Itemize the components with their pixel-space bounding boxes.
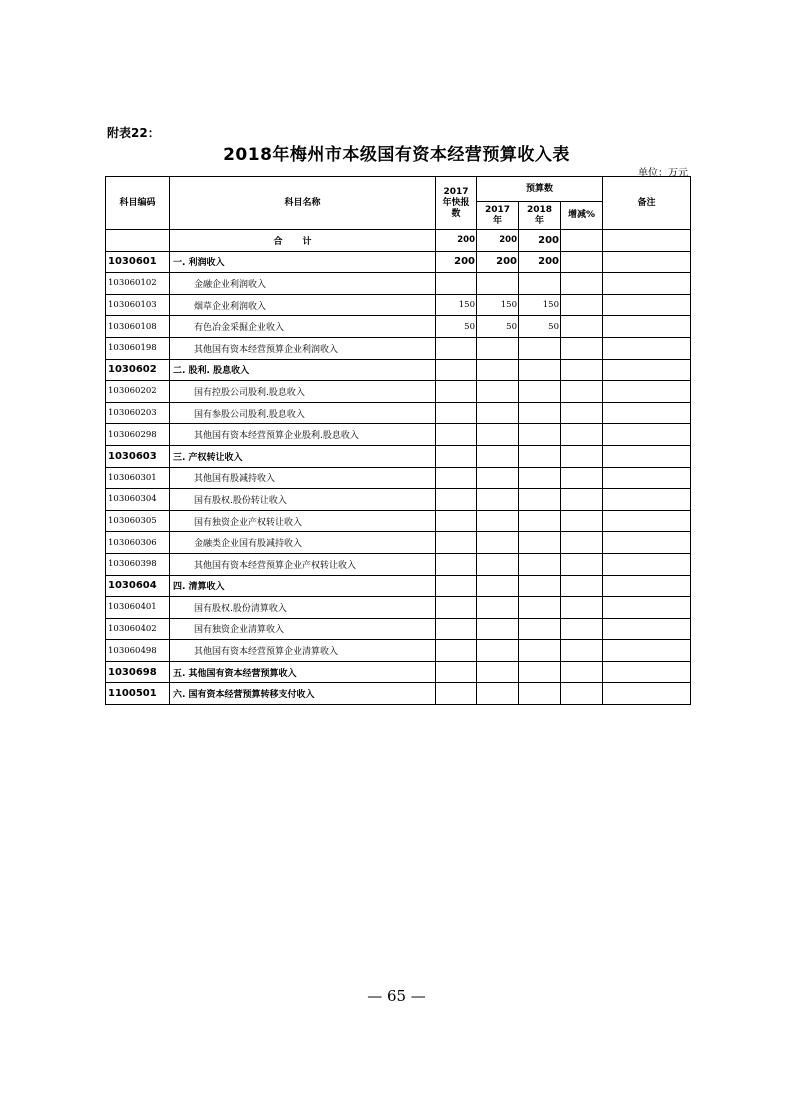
header-budget-2018-line1: 2018 <box>526 204 553 215</box>
total-budget-2018: 200 <box>519 230 561 252</box>
total-change <box>561 230 603 252</box>
row-remarks <box>603 640 691 662</box>
row-code: 103060304 <box>106 489 170 511</box>
row-code: 1100501 <box>106 683 170 705</box>
page-number: — 65 — <box>367 987 426 1005</box>
row-name: 其他国有资本经营预算企业股利.股息收入 <box>170 424 436 446</box>
header-budget-2017 <box>477 202 519 230</box>
row-remarks <box>603 337 691 359</box>
row-budget-2018 <box>519 661 561 683</box>
header-budget-2017-line2: 年 <box>492 215 502 226</box>
row-name: 其他国有资本经营预算企业利润收入 <box>170 337 436 359</box>
table-row <box>106 445 691 467</box>
row-change <box>561 575 603 597</box>
row-change <box>561 467 603 489</box>
row-change <box>561 618 603 640</box>
header-budget-2018-line2: 年 <box>534 215 544 226</box>
total-label: 合计 <box>170 230 436 252</box>
row-remarks <box>603 251 691 273</box>
row-code: 103060203 <box>106 402 170 424</box>
row-change <box>561 381 603 403</box>
row-remarks <box>603 510 691 532</box>
row-actual: 150 <box>436 294 477 316</box>
row-budget-2018 <box>519 510 561 532</box>
row-actual <box>436 532 477 554</box>
total-code-cell <box>106 230 170 252</box>
row-remarks <box>603 532 691 554</box>
row-actual <box>436 661 477 683</box>
row-budget-2018 <box>519 381 561 403</box>
header-remarks: 备注 <box>603 177 691 230</box>
table-row <box>106 359 691 381</box>
row-remarks <box>603 316 691 338</box>
row-budget-2017 <box>477 618 519 640</box>
row-budget-2017 <box>477 359 519 381</box>
row-actual <box>436 575 477 597</box>
row-remarks <box>603 381 691 403</box>
row-actual <box>436 618 477 640</box>
row-name: 国有独资企业清算收入 <box>170 618 436 640</box>
row-budget-2017 <box>477 445 519 467</box>
row-change <box>561 597 603 619</box>
row-budget-2017 <box>477 553 519 575</box>
row-budget-2017 <box>477 402 519 424</box>
row-budget-2018 <box>519 640 561 662</box>
row-code: 1030602 <box>106 359 170 381</box>
total-remarks <box>603 230 691 252</box>
revenue-table <box>105 176 691 705</box>
table-row <box>106 553 691 575</box>
row-change <box>561 337 603 359</box>
row-change <box>561 445 603 467</box>
row-name: 烟草企业利润收入 <box>170 294 436 316</box>
row-actual <box>436 510 477 532</box>
row-change <box>561 640 603 662</box>
row-actual <box>436 640 477 662</box>
row-change <box>561 251 603 273</box>
row-budget-2018 <box>519 553 561 575</box>
row-actual <box>436 467 477 489</box>
header-budget-2017-line1: 2017 <box>484 204 511 215</box>
row-budget-2018 <box>519 683 561 705</box>
header-actual-line3: 数 <box>451 208 461 219</box>
row-remarks <box>603 445 691 467</box>
row-code: 103060108 <box>106 316 170 338</box>
row-actual <box>436 424 477 446</box>
row-remarks <box>603 575 691 597</box>
table-row <box>106 294 691 316</box>
table-row <box>106 532 691 554</box>
row-name: 四. 清算收入 <box>170 575 436 597</box>
row-change <box>561 661 603 683</box>
row-change <box>561 489 603 511</box>
header-actual-line2: 年快报 <box>442 197 470 208</box>
table-row <box>106 618 691 640</box>
header-actual <box>436 177 477 230</box>
row-budget-2017 <box>477 683 519 705</box>
row-code: 1030604 <box>106 575 170 597</box>
table-row <box>106 640 691 662</box>
table-row <box>106 273 691 295</box>
table-row <box>106 424 691 446</box>
header-change: 增减% <box>561 202 603 230</box>
row-code: 1030698 <box>106 661 170 683</box>
row-change <box>561 532 603 554</box>
row-remarks <box>603 597 691 619</box>
row-actual <box>436 445 477 467</box>
row-code: 103060103 <box>106 294 170 316</box>
row-change <box>561 424 603 446</box>
appendix-label: 附表22： <box>107 126 160 140</box>
row-name: 其他国有资本经营预算企业产权转让收入 <box>170 553 436 575</box>
total-budget-2017: 200 <box>477 230 519 252</box>
table-row <box>106 575 691 597</box>
row-budget-2018: 50 <box>519 316 561 338</box>
table-row <box>106 489 691 511</box>
row-remarks <box>603 467 691 489</box>
row-actual: 50 <box>436 316 477 338</box>
row-budget-2017 <box>477 597 519 619</box>
row-actual <box>436 402 477 424</box>
row-code: 103060298 <box>106 424 170 446</box>
row-code: 103060401 <box>106 597 170 619</box>
row-budget-2017 <box>477 273 519 295</box>
row-remarks <box>603 489 691 511</box>
row-name: 二. 股利. 股息收入 <box>170 359 436 381</box>
row-code: 103060102 <box>106 273 170 295</box>
row-budget-2018 <box>519 337 561 359</box>
row-remarks <box>603 618 691 640</box>
row-budget-2017: 50 <box>477 316 519 338</box>
row-code: 1030603 <box>106 445 170 467</box>
row-actual <box>436 273 477 295</box>
row-name: 金融类企业国有股减持收入 <box>170 532 436 554</box>
page-title: 2018年梅州市本级国有资本经营预算收入表 <box>223 145 570 165</box>
row-name: 六. 国有资本经营预算转移支付收入 <box>170 683 436 705</box>
row-budget-2017 <box>477 510 519 532</box>
row-actual <box>436 489 477 511</box>
row-budget-2017: 150 <box>477 294 519 316</box>
row-remarks <box>603 424 691 446</box>
header-name: 科目名称 <box>170 177 436 230</box>
row-budget-2018 <box>519 532 561 554</box>
row-remarks <box>603 553 691 575</box>
row-actual: 200 <box>436 251 477 273</box>
row-code: 103060305 <box>106 510 170 532</box>
row-change <box>561 510 603 532</box>
table-row <box>106 251 691 273</box>
row-budget-2018 <box>519 618 561 640</box>
row-code: 103060198 <box>106 337 170 359</box>
row-remarks <box>603 661 691 683</box>
row-budget-2017 <box>477 337 519 359</box>
header-budget: 预算数 <box>477 177 603 202</box>
row-budget-2018 <box>519 402 561 424</box>
table-row <box>106 316 691 338</box>
row-name: 一. 利润收入 <box>170 251 436 273</box>
row-budget-2017 <box>477 575 519 597</box>
row-budget-2017 <box>477 467 519 489</box>
row-name: 三. 产权转让收入 <box>170 445 436 467</box>
row-remarks <box>603 294 691 316</box>
row-name: 五. 其他国有资本经营预算收入 <box>170 661 436 683</box>
row-remarks <box>603 273 691 295</box>
row-name: 其他国有股减持收入 <box>170 467 436 489</box>
table-row <box>106 597 691 619</box>
row-budget-2018 <box>519 359 561 381</box>
row-change <box>561 402 603 424</box>
row-name: 国有控股公司股利.股息收入 <box>170 381 436 403</box>
total-actual: 200 <box>436 230 477 252</box>
row-name: 金融企业利润收入 <box>170 273 436 295</box>
row-actual <box>436 381 477 403</box>
row-actual <box>436 359 477 381</box>
row-name: 国有股权.股份清算收入 <box>170 597 436 619</box>
row-code: 1030601 <box>106 251 170 273</box>
row-budget-2017 <box>477 640 519 662</box>
row-budget-2018 <box>519 597 561 619</box>
header-budget-2018 <box>519 202 561 230</box>
row-budget-2018 <box>519 424 561 446</box>
row-code: 103060498 <box>106 640 170 662</box>
table-row <box>106 337 691 359</box>
row-actual <box>436 597 477 619</box>
table-row <box>106 467 691 489</box>
total-row <box>106 230 691 252</box>
row-name: 国有独资企业产权转让收入 <box>170 510 436 532</box>
row-name: 有色冶金采掘企业收入 <box>170 316 436 338</box>
row-change <box>561 553 603 575</box>
row-change <box>561 294 603 316</box>
row-code: 103060306 <box>106 532 170 554</box>
row-budget-2018 <box>519 489 561 511</box>
row-code: 103060202 <box>106 381 170 403</box>
row-actual <box>436 683 477 705</box>
row-code: 103060301 <box>106 467 170 489</box>
row-change <box>561 273 603 295</box>
row-budget-2017 <box>477 424 519 446</box>
row-budget-2018 <box>519 445 561 467</box>
row-budget-2017 <box>477 381 519 403</box>
row-budget-2017 <box>477 661 519 683</box>
row-name: 国有股权.股份转让收入 <box>170 489 436 511</box>
row-budget-2018: 150 <box>519 294 561 316</box>
row-code: 103060402 <box>106 618 170 640</box>
row-remarks <box>603 359 691 381</box>
row-remarks <box>603 402 691 424</box>
row-budget-2018 <box>519 273 561 295</box>
row-actual <box>436 553 477 575</box>
row-budget-2017 <box>477 532 519 554</box>
header-actual-line1: 2017 <box>443 186 469 197</box>
row-name: 其他国有资本经营预算企业清算收入 <box>170 640 436 662</box>
row-code: 103060398 <box>106 553 170 575</box>
row-budget-2017 <box>477 489 519 511</box>
header-code: 科目编码 <box>106 177 170 230</box>
row-name: 国有参股公司股利.股息收入 <box>170 402 436 424</box>
row-budget-2017: 200 <box>477 251 519 273</box>
table-row <box>106 402 691 424</box>
row-actual <box>436 337 477 359</box>
row-remarks <box>603 683 691 705</box>
row-budget-2018 <box>519 467 561 489</box>
unit-label: 单位：万元 <box>638 168 688 179</box>
row-budget-2018 <box>519 575 561 597</box>
table-row <box>106 683 691 705</box>
row-budget-2018: 200 <box>519 251 561 273</box>
table-row <box>106 661 691 683</box>
row-change <box>561 683 603 705</box>
row-change <box>561 316 603 338</box>
table-row <box>106 381 691 403</box>
row-change <box>561 359 603 381</box>
table-row <box>106 510 691 532</box>
